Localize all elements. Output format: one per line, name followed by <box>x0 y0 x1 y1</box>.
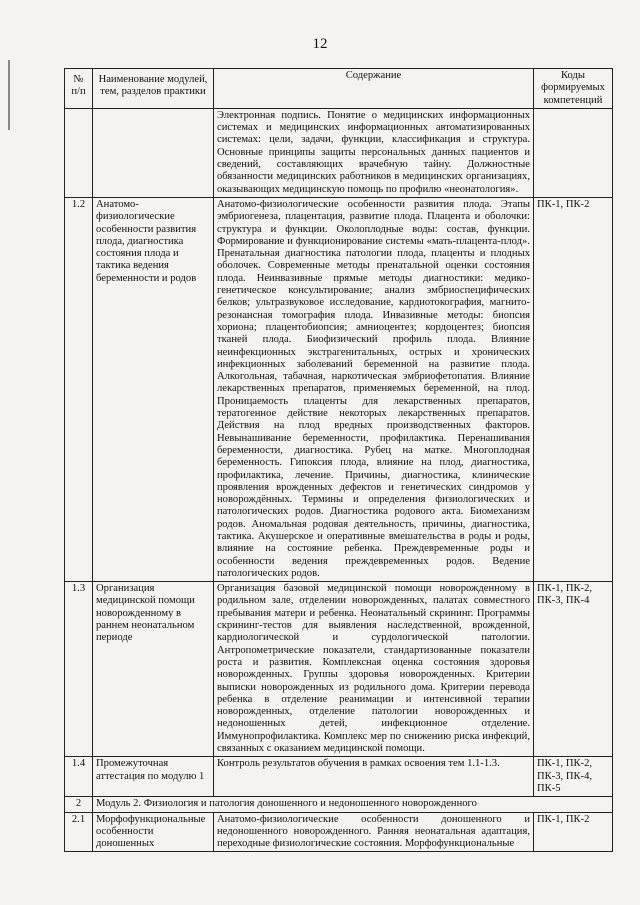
scan-edge-mark <box>8 60 10 130</box>
row-codes: ПК-1, ПК-2 <box>534 812 613 852</box>
header-num: № п/п <box>65 69 93 109</box>
row-codes <box>534 108 613 197</box>
row-name: Промежуточная аттестация по модулю 1 <box>93 757 214 797</box>
row-num: 2.1 <box>65 812 93 852</box>
module-num: 2 <box>65 797 93 812</box>
row-content: Анатомо-физиологические особенности развития плода. Этапы эмбриогенеза, плацентация, развитие плода. Плацента и оболочки: структура и функции. Околоплодные воды: состав, функции. Формирование и функционирование системы «мать-плацента-плод». Пренатальная диагностика патологии плода, плаценты и плодных оболочек. Современные методы пренатальной оценки состояния плода. Неинвазивные прямые методы диагностики: медико-генетическое консультирование; анализ эмбриоспецифических белков; ультразвуковое исследование, кардиотокография, магнито-резонансная томография плода. Инвазивные методы: биопсия хориона; плацентобиопсия; амниоцентез; кордоцентез; биопсия тканей плода. Биофизический профиль плода. Влияние неинфекционных экстрагенитальных, острых и хронических инфекционных заболеваний беременной на развитие плода. Алкогольная, табачная, наркотическая эмбриофетопатия. Влияние лекарственных препаратов, применяемых беременной, на плод. Проницаемость плаценты для лекарственных препаратов, тератогенное действие некоторых лекарственных препаратов. Действия на плод вредных производственных факторов. Невынашивание беременности, профилактика. Перенашивания беременности, диагностика. Рубец на матке. Многоплодная беременность. Гипоксия плода, влияние на плод, диагностика, профилактика, лечение. Причины, диагностика, клинические проявления врожденных дефектов и генетических синдромов у новорождённых. Термины и определения физиологических и патологических родов. Диагностика родового акта. Биомеханизм родов. Аномальная родовая деятельность, причины, диагностика, тактика. Акушерское и оперативные вмешательства в роды и роды, влияние на состояние ребенка. Преждевременные роды и особенности ведения преждевременных родов. Ведение патологических родов. <box>214 197 534 581</box>
table-row <box>65 108 613 197</box>
table-row <box>65 812 613 852</box>
module-title: Модуль 2. Физиология и патология доношенного и недоношенного новорожденного <box>93 797 613 812</box>
row-name: Морфофункциональные особенности доношенных <box>93 812 214 852</box>
table-row <box>65 757 613 797</box>
table-row <box>65 197 613 581</box>
row-content: Анатомо-физиологические особенности доношенного и недоношенного новорожденного. Ранняя неонатальная адаптация, переходные физиологические состояния. Морфофункциональные <box>214 812 534 852</box>
row-codes: ПК-1, ПК-2 <box>534 197 613 581</box>
module-header-row <box>65 797 613 812</box>
table-header-row <box>65 69 613 109</box>
row-content: Контроль результатов обучения в рамках освоения тем 1.1-1.3. <box>214 757 534 797</box>
row-num: 1.2 <box>65 197 93 581</box>
row-num: 1.3 <box>65 582 93 757</box>
row-codes: ПК-1, ПК-2, ПК-3, ПК-4 <box>534 582 613 757</box>
row-name <box>93 108 214 197</box>
header-content: Содержание <box>214 69 534 109</box>
header-name: Наименование модулей, тем, разделов практики <box>93 69 214 109</box>
row-name: Организация медицинской помощи новорожденному в раннем неонатальном периоде <box>93 582 214 757</box>
row-content: Электронная подпись. Понятие о медицинских информационных системах и медицинских информационных автоматизированных системах: цели, задачи, функции, классификация и структура. Основные принципы защиты персональных данных пациентов и сведений, составляющих врачебную тайну. Должностные обязанности медицинских работников в медицинских организациях, оказывающих медицинскую помощь по профилю «неонатология». <box>214 108 534 197</box>
row-num <box>65 108 93 197</box>
row-name: Анатомо-физиологические особенности развития плода, диагностика состояния плода и тактика ведения беременности и родов <box>93 197 214 581</box>
curriculum-table <box>64 68 613 852</box>
page-number: 12 <box>312 36 328 52</box>
header-codes: Коды формируемых компетенций <box>534 69 613 109</box>
row-content: Организация базовой медицинской помощи новорожденному в родильном зале, отделении новорожденных, палатах совместного пребывания матери и ребенка. Неонатальный скрининг. Программы скрининг-тестов для выявления наследственной, врожденной, кардиологической и сурдологической патологии. Антропометрические показатели, стандартизованные показатели роста и развития. Комплексная оценка состояния здоровья новорожденных. Группы здоровья новорожденных. Критерии выписки новорожденных из родильного дома. Критерии перевода ребенка в отделение реанимации и интенсивной терапии новорожденных, отделение патологии новорожденных и недоношенных детей, инфекционное отделение. Иммунопрофилактика. Комплекс мер по снижению риска инфекций, связанных с оказанием медицинской помощи. <box>214 582 534 757</box>
table-row <box>65 582 613 757</box>
row-codes: ПК-1, ПК-2, ПК-3, ПК-4, ПК-5 <box>534 757 613 797</box>
row-num: 1.4 <box>65 757 93 797</box>
